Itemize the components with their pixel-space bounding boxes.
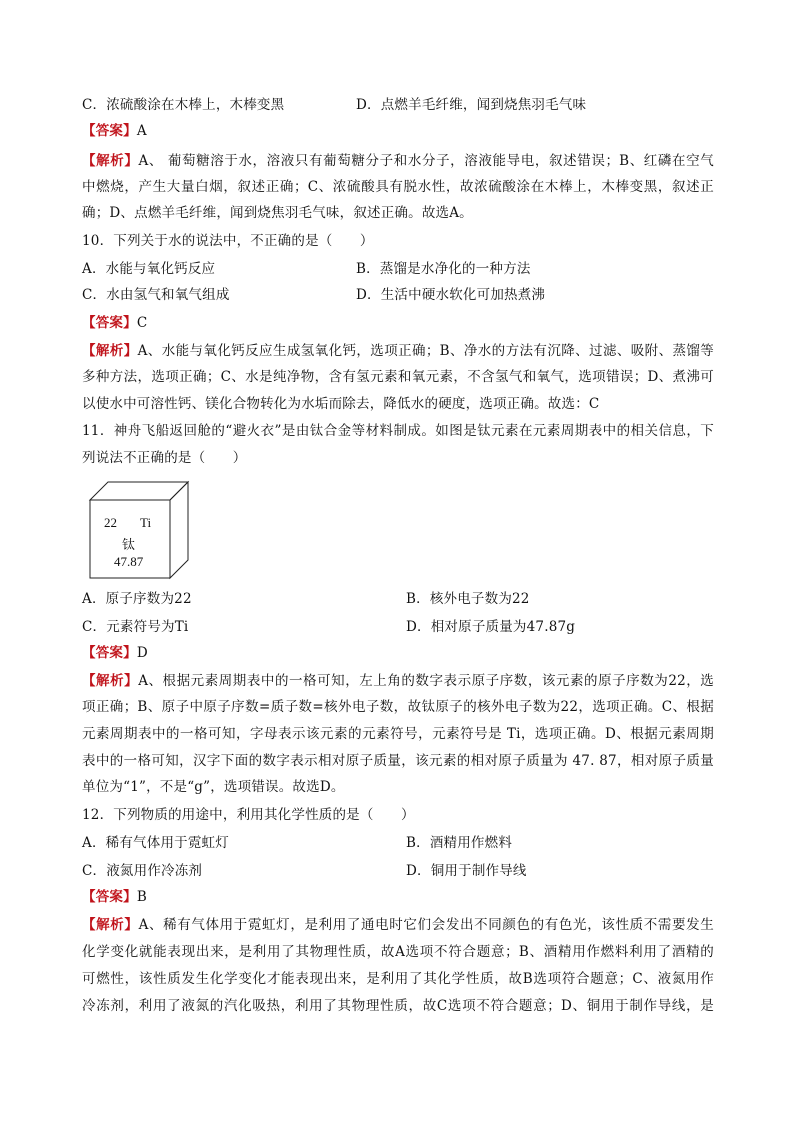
answer-tag: 【答案】	[82, 889, 137, 905]
q10-option-b: B．蒸馏是水净化的一种方法	[356, 261, 531, 277]
q12-analysis-line-1: 【解析】A、稀有气体用于霓虹灯，是利用了通电时它们会发出不同颜色的有色光，该性质不需要发生	[82, 917, 714, 933]
analysis-tag: 【解析】	[82, 343, 138, 359]
analysis-tag: 【解析】	[82, 673, 139, 689]
q11-analysis-line-5: 单位为“1”，不是“g”，选项错误。故选D。	[82, 779, 345, 795]
q12-option-c: C．液氮用作冷冻剂	[82, 863, 203, 879]
q11-option-d: D．相对原子质量为47.87g	[406, 619, 576, 635]
q12-options-cd	[82, 861, 714, 881]
q11-answer	[82, 643, 714, 663]
answer-tag: 【答案】	[82, 645, 137, 661]
answer-tag: 【答案】	[82, 123, 137, 139]
q10-answer-value: C	[136, 315, 148, 331]
atomic-number: 22	[104, 515, 117, 530]
analysis-tag: 【解析】	[82, 917, 139, 933]
q9-options-cd	[82, 95, 714, 115]
q11-options-ab	[82, 589, 714, 609]
q10-option-a: A．水能与氧化钙反应	[82, 261, 216, 277]
q9-analysis-line-2: 中燃烧，产生大量白烟，叙述正确；C、浓硫酸具有脱水性，故浓硫酸涂在木棒上，木棒变黑，叙述正	[82, 179, 714, 195]
q11-option-b: B．核外电子数为22	[406, 591, 530, 607]
q11-analysis-line-2: 项正确；B、原子中原子序数=质子数=核外电子数，故钛原子的核外电子数为22，选项正确。C、根据	[82, 699, 714, 715]
q10-analysis-line-2: 多种方法，选项正确；C、水是纯净物，含有氢元素和氧元素，不含氢气和氧气，选项错误；D、煮沸可	[82, 369, 714, 385]
q11-stem-line-1: 11．神舟飞船返回舱的“避火衣”是由钛合金等材料制成。如图是钛元素在元素周期表中的相关信息，下	[82, 423, 714, 439]
q10-options-ab	[82, 259, 714, 279]
q12-stem: 12．下列物质的用途中，利用其化学性质的是（ ）	[82, 807, 415, 823]
q11-analysis-line-4: 表中的一格可知，汉字下面的数字表示相对原子质量，该元素的相对原子质量为 47. 87，相对原子质量	[82, 753, 714, 769]
q11-option-a: A．原子序数为22	[82, 591, 192, 607]
q10-stem: 10．下列关于水的说法中，不正确的是（ ）	[82, 233, 374, 249]
q10-answer	[82, 313, 714, 333]
q12-answer-value: B	[136, 889, 147, 905]
q9-option-d: D．点燃羊毛纤维，闻到烧焦羽毛气味	[356, 97, 587, 113]
q12-options-ab	[82, 833, 714, 853]
q12-option-d: D．铜用于制作导线	[406, 863, 527, 879]
q11-option-c: C．元素符号为Ti	[82, 619, 189, 635]
titanium-element-cell	[88, 480, 198, 580]
q10-options-cd	[82, 285, 714, 305]
q9-answer-value: A	[136, 123, 147, 139]
q10-analysis-line-3: 以使水中可溶性钙、镁化合物转化为水垢而除去，降低水的硬度，选项正确。故选：C	[82, 396, 600, 412]
q11-answer-value: D	[136, 645, 148, 661]
q11-analysis-line-1: 【解析】A、根据元素周期表中的一格可知，左上角的数字表示原子序数，该元素的原子序数为22，选	[82, 673, 714, 689]
q9-analysis-line-1: 【解析】A、 葡萄糖溶于水，溶液只有葡萄糖分子和水分子，溶液能导电，叙述错误；B、红磷在空气	[82, 153, 714, 169]
element-name: 钛	[122, 538, 136, 553]
analysis-tag: 【解析】	[82, 153, 139, 169]
answer-tag: 【答案】	[82, 315, 137, 331]
q12-option-a: A．稀有气体用于霓虹灯	[82, 835, 229, 851]
q12-analysis-line-3: 可燃性，该性质发生化学变化才能表现出来，是利用了其化学性质，故B选项符合题意；C、液氮用作	[82, 971, 714, 987]
q9-answer	[82, 121, 714, 141]
q10-option-d: D．生活中硬水软化可加热煮沸	[356, 287, 546, 303]
q9-analysis-line-3: 确；D、点燃羊毛纤维，闻到烧焦羽毛气味，叙述正确。故选A。	[82, 205, 473, 221]
atomic-mass: 47.87	[114, 554, 144, 569]
q11-stem-line-2: 列说法不正确的是（ ）	[82, 450, 247, 466]
element-symbol: Ti	[140, 515, 152, 530]
q10-option-c: C．水由氢气和氧气组成	[82, 287, 230, 303]
q12-answer	[82, 887, 714, 907]
q12-option-b: B．酒精用作燃料	[406, 835, 513, 851]
q10-analysis-line-1: 【解析】A、水能与氧化钙反应生成氢氧化钙，选项正确；B、净水的方法有沉降、过滤、吸附、蒸馏等	[82, 343, 714, 359]
q11-options-cd	[82, 617, 714, 637]
q9-option-c: C．浓硫酸涂在木棒上，木棒变黑	[82, 97, 285, 113]
q12-analysis-line-4: 冷冻剂，利用了液氮的汽化吸热，利用了其物理性质，故C选项不符合题意；D、铜用于制作导线，是	[82, 998, 714, 1014]
q11-analysis-line-3: 元素周期表中的一格可知，字母表示该元素的元素符号，元素符号是 Ti，选项正确。D、根据元素周期	[82, 726, 714, 742]
q12-analysis-line-2: 化学变化就能表现出来，是利用了其物理性质，故A选项不符合题意；B、酒精用作燃料利用了酒精的	[82, 944, 714, 960]
